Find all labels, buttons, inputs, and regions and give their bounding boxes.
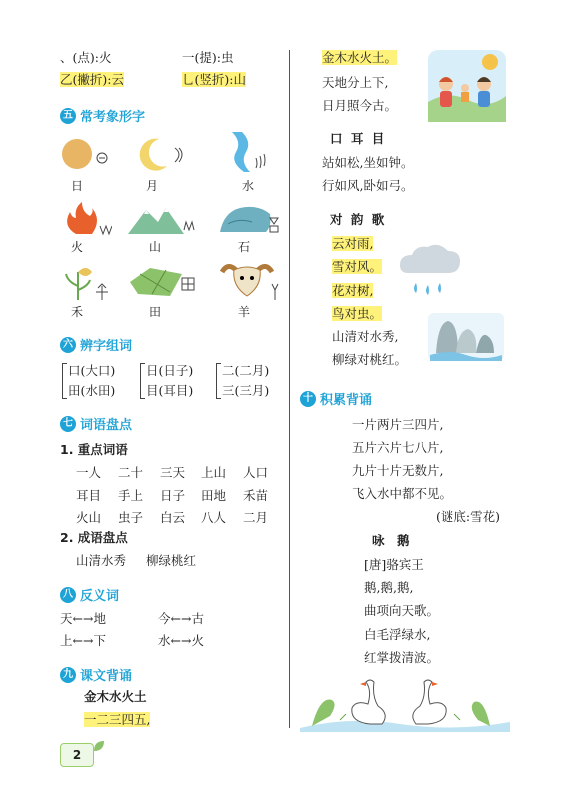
- word-item: 耳目: [76, 488, 102, 503]
- pictograph-label: 禾: [70, 305, 83, 319]
- pictograph-water: [228, 130, 272, 178]
- word-item: 禾苗: [243, 488, 269, 503]
- section-number-badge: 七: [60, 416, 76, 432]
- riddle-answer: (谜底:雪花): [436, 509, 500, 524]
- rain-cloud-illustration: [398, 243, 464, 305]
- word-group-item: 三(三月): [222, 383, 270, 398]
- pictograph-stone: [218, 202, 284, 240]
- word-item: 三天: [160, 465, 186, 480]
- pictograph-moon: [135, 136, 190, 176]
- riddle-line: 飞入水中都不见。: [352, 486, 453, 501]
- idiom-item: 柳绿桃红: [146, 553, 197, 568]
- word-item: 二十: [118, 465, 144, 480]
- word-item: 白云: [160, 510, 186, 525]
- poem-line-highlighted: 金木水火土。: [322, 50, 398, 65]
- word-item: 田地: [201, 488, 227, 503]
- poem-line: 山清对水秀,: [332, 329, 399, 344]
- section-title: 反义词: [80, 589, 120, 604]
- section-number-badge: 六: [60, 337, 76, 353]
- riddle-line: 九片十片无数片,: [352, 463, 444, 478]
- word-item: 上山: [201, 465, 227, 480]
- pictograph-fire: [60, 200, 112, 240]
- antonym-pair: 今←→古: [158, 611, 204, 626]
- kids-outdoor-illustration: [428, 50, 506, 126]
- riddle-line: 五片六片七八片,: [352, 440, 444, 455]
- poem-title: 咏 鹅: [372, 533, 410, 548]
- pictograph-label: 石: [237, 240, 250, 254]
- antonym-pair: 上←→下: [60, 633, 106, 648]
- poem-line-highlighted: 云对雨,: [332, 236, 374, 251]
- poem-line-highlighted: 雪对风。: [332, 259, 383, 274]
- word-group-item: 口(大口): [68, 363, 116, 378]
- word-group-item: 田(水田): [68, 383, 116, 398]
- antonym-pair: 天←→地: [60, 611, 106, 626]
- poem-line: 天地分上下,: [322, 75, 389, 90]
- poem-line: 柳绿对桃红。: [332, 352, 408, 367]
- section-number-badge: 十: [300, 391, 316, 407]
- pictograph-sheep: [218, 262, 284, 306]
- word-item: 虫子: [118, 510, 144, 525]
- poem-line: 曲项向天歌。: [364, 603, 440, 618]
- pictograph-label: 羊: [237, 305, 250, 319]
- pictograph-label: 山: [148, 240, 161, 254]
- word-item: 人口: [243, 465, 269, 480]
- poem-author: [唐]骆宾王: [364, 557, 424, 572]
- section-title: 辨字组词: [80, 339, 133, 354]
- idiom-item: 山清水秀: [76, 553, 127, 568]
- word-item: 二月: [243, 510, 269, 525]
- section-10-heading: [300, 389, 372, 408]
- word-item: 手上: [118, 488, 144, 503]
- group-bracket: [216, 363, 221, 399]
- poem-line: 红掌拨清波。: [364, 650, 440, 665]
- poem-line: 日月照今古。: [322, 98, 398, 113]
- poem-title: 对 韵 歌: [330, 212, 387, 227]
- poem-line: 鹅,鹅,鹅,: [364, 580, 414, 595]
- pictograph-sun: [60, 138, 110, 176]
- section-7-heading: [60, 414, 132, 433]
- section-title: 积累背诵: [320, 393, 373, 408]
- stroke-dian: 、(点):火: [60, 50, 112, 65]
- column-divider: [289, 50, 290, 728]
- page-number: 2: [60, 743, 94, 767]
- poem-line-highlighted: 花对树,: [332, 283, 374, 298]
- word-group-item: 目(耳目): [146, 383, 194, 398]
- rocks-water-illustration: [428, 313, 504, 365]
- section-number-badge: 九: [60, 667, 76, 683]
- poem-line: 站如松,坐如钟。: [322, 155, 414, 170]
- stroke-piezhe: 乙(撇折):云: [60, 72, 124, 87]
- word-item: 日子: [160, 488, 186, 503]
- word-group-item: 二(二月): [222, 363, 270, 378]
- section-number-badge: 八: [60, 587, 76, 603]
- section-number-badge: 五: [60, 108, 76, 124]
- poem-line-highlighted: 鸟对虫。: [332, 306, 383, 321]
- word-item: 一人: [76, 465, 102, 480]
- pictograph-mountain: [126, 202, 196, 240]
- pictograph-label: 火: [70, 240, 83, 254]
- word-group-item: 日(日子): [146, 363, 194, 378]
- section-5-heading: [60, 106, 145, 125]
- subsection-title: 2. 成语盘点: [60, 530, 128, 545]
- pictograph-label: 田: [148, 305, 161, 319]
- word-item: 八人: [201, 510, 227, 525]
- poem-line: 白毛浮绿水,: [364, 627, 431, 642]
- stroke-shuzhe: 乚(竖折):山: [182, 72, 246, 87]
- pictograph-field: [126, 266, 198, 302]
- group-bracket: [140, 363, 145, 399]
- word-item: 火山: [76, 510, 102, 525]
- poem-title: 金木水火土: [84, 689, 147, 704]
- poem-title: 口 耳 目: [330, 131, 387, 146]
- poem-line-highlighted: 一二三四五,: [84, 712, 151, 727]
- stroke-ti: 一(提):虫: [182, 50, 234, 65]
- section-title: 常考象形字: [80, 110, 146, 125]
- subsection-title: 1. 重点词语: [60, 442, 128, 457]
- riddle-line: 一片两片三四片,: [352, 417, 444, 432]
- antonym-pair: 水←→火: [158, 633, 204, 648]
- leaf-icon: [92, 738, 106, 757]
- section-title: 词语盘点: [80, 418, 133, 433]
- section-8-heading: [60, 585, 119, 604]
- section-9-heading: [60, 665, 132, 684]
- pictograph-label: 水: [241, 179, 254, 193]
- section-6-heading: [60, 335, 132, 354]
- pictograph-label: 月: [145, 179, 158, 193]
- pictograph-label: 日: [70, 179, 83, 193]
- poem-line: 行如风,卧如弓。: [322, 178, 414, 193]
- pictograph-grain: [62, 262, 114, 306]
- geese-illustration: [300, 672, 510, 736]
- section-title: 课文背诵: [80, 669, 133, 684]
- group-bracket: [62, 363, 67, 399]
